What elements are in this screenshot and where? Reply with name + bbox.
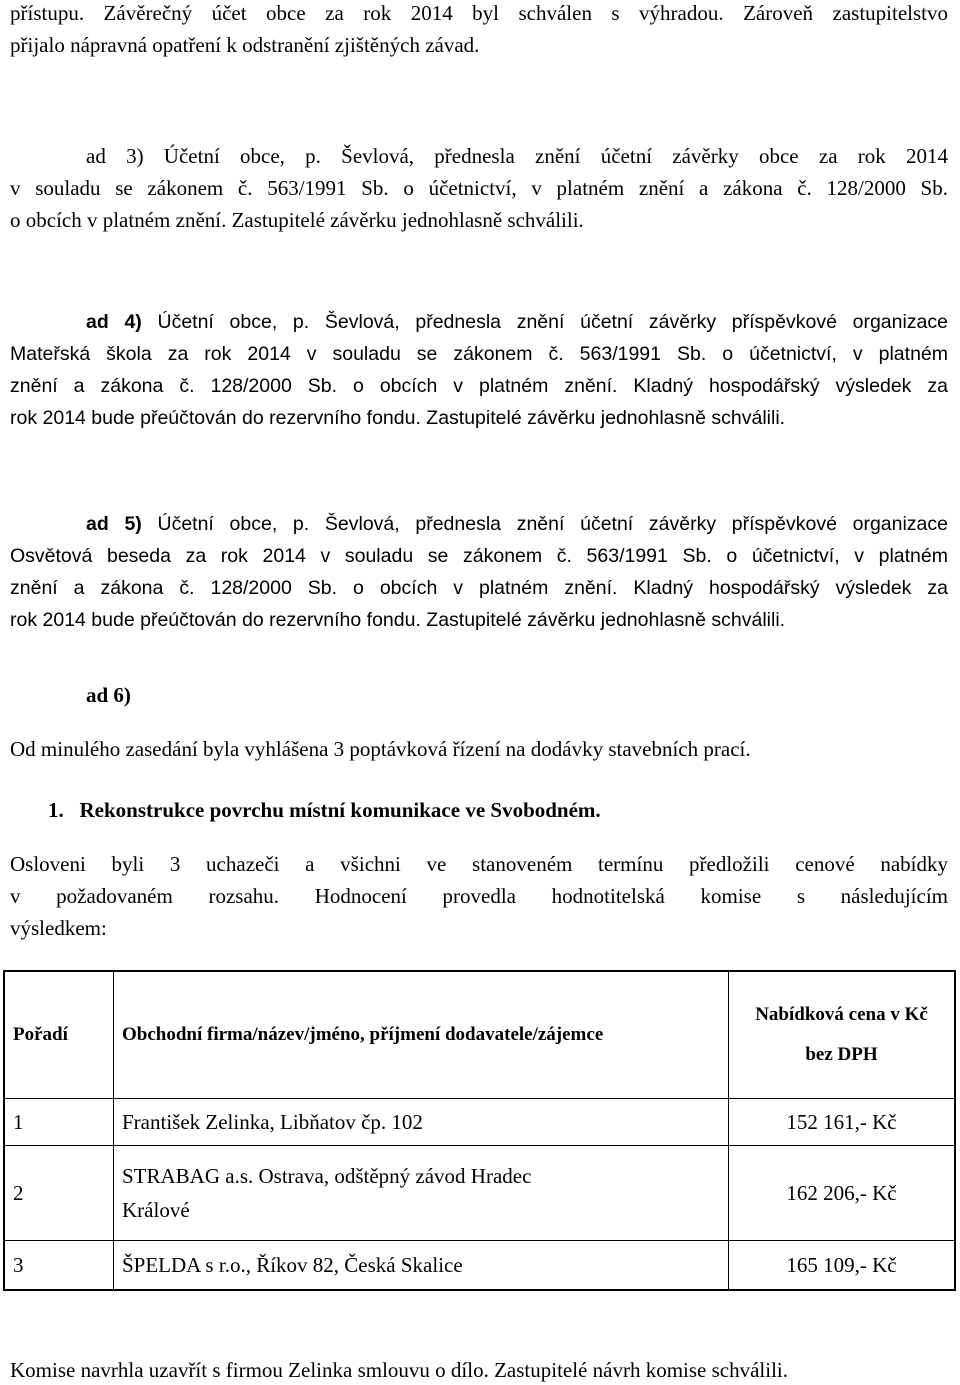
header-price-line1: Nabídková cena v Kč: [755, 1004, 928, 1025]
row-order: 1: [4, 1099, 114, 1146]
ad5-line: [10, 508, 948, 540]
ad4-line: [10, 306, 948, 338]
row-price: 165 109,- Kč: [729, 1241, 956, 1291]
ad3-paragraph: [10, 140, 948, 236]
ad4-label: ad 4): [86, 311, 142, 333]
header-price: [729, 971, 956, 1099]
ad5-line: znění a zákona č. 128/2000 Sb. o obcích v platném znění. Kladný hospodářský výsledek za: [10, 577, 948, 599]
row-price: 162 206,- Kč: [729, 1146, 956, 1241]
ad5-paragraph: [10, 508, 948, 636]
ad3-line: o obcích v platném znění. Zastupitelé závěrku jednohlasně schválili.: [10, 208, 584, 232]
row-company-line1: STRABAG a.s. Ostrava, odštěpný závod Hradec: [122, 1164, 532, 1188]
table-row: [4, 1241, 955, 1291]
ad5-line: rok 2014 bude přeúčtován do rezervního fondu. Zastupitelé závěrku jednohlasně schválili.: [10, 609, 786, 631]
row-order: 3: [4, 1241, 114, 1291]
table-row: [4, 1146, 955, 1241]
invite-line: Osloveni byli 3 uchazeči a všichni ve stanoveném termínu předložili cenové nabídky: [10, 852, 948, 876]
closing-text: Komise navrhla uzavřít s firmou Zelinka smlouvu o dílo. Zastupitelé návrh komise schválili.: [10, 1358, 789, 1382]
table-row: [4, 1099, 955, 1146]
ad4-text: Účetní obce, p. Ševlová, přednesla znění účetní závěrky příspěvkové organizace: [141, 311, 948, 333]
row-order: 2: [4, 1146, 114, 1241]
header-price-line2: bez DPH: [805, 1044, 878, 1065]
row-company: František Zelinka, Libňatov čp. 102: [114, 1099, 729, 1146]
header-company: Obchodní firma/název/jméno, příjmení dodavatele/zájemce: [114, 971, 729, 1099]
ad3-line: ad 3) Účetní obce, p. Ševlová, přednesla znění účetní závěrky obce za rok 2014: [86, 144, 948, 168]
ad4-line: Mateřská škola za rok 2014 v souladu se zákonem č. 563/1991 Sb. o účetnictví, v platném: [10, 343, 948, 365]
ad5-label: ad 5): [86, 513, 142, 535]
ad4-paragraph: [10, 306, 948, 434]
offers-table: [3, 970, 956, 1291]
table-header-row: [4, 971, 955, 1099]
ad5-line: Osvětová beseda za rok 2014 v souladu se zákonem č. 563/1991 Sb. o účetnictví, v platném: [10, 545, 948, 567]
row-price: 152 161,- Kč: [729, 1099, 956, 1146]
invite-paragraph: [10, 848, 948, 944]
ad6-heading: ad 6): [86, 683, 131, 707]
ad4-line: rok 2014 bude přeúčtován do rezervního fondu. Zastupitelé závěrku jednohlasně schválili.: [10, 407, 786, 429]
ad4-line: znění a zákona č. 128/2000 Sb. o obcích v platném znění. Kladný hospodářský výsledek za: [10, 375, 948, 397]
invite-line: výsledkem:: [10, 916, 107, 940]
ad3-line: v souladu se zákonem č. 563/1991 Sb. o účetnictví, v platném znění a zákona č. 128/2000 Sb.: [10, 176, 948, 200]
intro-line: přijalo nápravná opatření k odstranění zjištěných závad.: [10, 33, 480, 57]
intro-line: přístupu. Závěrečný účet obce za rok 2014 byl schválen s výhradou. Zároveň zastupitelstvo: [10, 1, 948, 25]
row-company-line2: Králové: [122, 1198, 190, 1222]
ad5-text: Účetní obce, p. Ševlová, přednesla znění účetní závěrky příspěvkové organizace: [141, 513, 948, 535]
intro-paragraph: [10, 0, 948, 61]
invite-line: v požadovaném rozsahu. Hodnocení provedla hodnotitelská komise s následujícím: [10, 884, 948, 908]
row-company: ŠPELDA s r.o., Říkov 82, Česká Skalice: [114, 1241, 729, 1291]
ad6-intro: Od minulého zasedání byla vyhlášena 3 poptávková řízení na dodávky stavebních prací.: [10, 737, 751, 761]
item1-title: 1. Rekonstrukce povrchu místní komunikace ve Svobodném.: [48, 798, 601, 822]
header-order: Pořadí: [4, 971, 114, 1099]
row-company: [114, 1146, 729, 1241]
